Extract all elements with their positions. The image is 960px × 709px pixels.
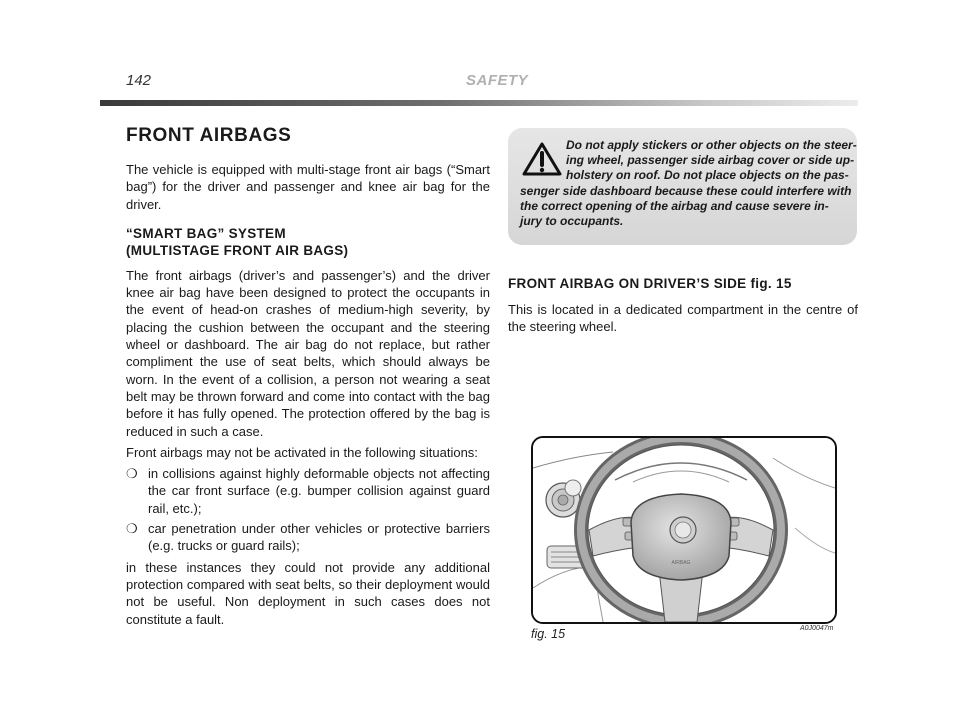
situations-list bbox=[126, 465, 490, 554]
warning-line: the correct opening of the airbag and cause severe in- bbox=[520, 198, 829, 213]
steering-wheel-illustration bbox=[533, 438, 835, 622]
body-paragraph-2: Front airbags may not be activated in the following situations: bbox=[126, 444, 478, 460]
list-item bbox=[126, 465, 490, 517]
right-column bbox=[508, 276, 858, 340]
figure-caption: fig. 15 bbox=[531, 627, 566, 641]
subsection-title-driver: FRONT AIRBAG ON DRIVER’S SIDE fig. 15 bbox=[508, 276, 792, 291]
body-paragraph-3: in these instances they could not provide any additional protection compared with seat belts, so their deployment would not be useful. Non deployment in such cases does not constitute a fault. bbox=[126, 559, 490, 627]
bullet-circle-icon: ❍ bbox=[126, 521, 138, 537]
driver-airbag-paragraph: This is located in a dedicated compartment in the centre of the steering wheel. bbox=[508, 302, 858, 335]
airbag-hub-label: AIRBAG bbox=[671, 560, 691, 566]
page-number: 142 bbox=[126, 72, 152, 89]
header-rule bbox=[100, 100, 858, 106]
running-head: SAFETY bbox=[466, 72, 529, 89]
warning-line: senger side dashboard because these could interfere with bbox=[520, 183, 852, 198]
left-column bbox=[126, 125, 490, 632]
figure-code: A0J0047m bbox=[800, 625, 834, 632]
body-paragraph-1: The front airbags (driver’s and passenger’s) and the driver knee air bag have been designed to protect the occupants in the event of head-on crashes of medium-high severity, by placing the cushion between the occupant and the steering wheel or dashboard. The air bag do not replace, but rather compliment the use of seat belts, which should always be worn. In the event of a collision, a person not wearing a seat belt may be thrown forward and come into contact with the bag before it has fully opened. The protection offered by the bag is reduced in such a case. bbox=[126, 267, 490, 439]
warning-line: ing wheel, passenger side airbag cover or side up- bbox=[566, 153, 855, 168]
warning-line: jury to occupants. bbox=[520, 214, 624, 229]
intro-paragraph: The vehicle is equipped with multi-stage front air bags (“Smart bag”) for the driver and passenger and knee air bag for the driver. bbox=[126, 162, 490, 212]
warning-line: holstery on roof. Do not place objects on the pas- bbox=[566, 168, 849, 183]
bullet-circle-icon: ❍ bbox=[126, 466, 138, 482]
section-title: FRONT AIRBAGS bbox=[126, 125, 292, 146]
steering-wheel-figure bbox=[531, 436, 837, 624]
list-item bbox=[126, 520, 490, 555]
subsection-title-line2: (MULTISTAGE FRONT AIR BAGS) bbox=[126, 242, 349, 258]
list-item-text: in collisions against highly deformable objects not affecting the car front surface (e.g. bumper collision against guard rail, etc.); bbox=[148, 466, 490, 516]
list-item-text: car penetration under other vehicles or protective barriers (e.g. trucks or guard rails); bbox=[148, 521, 490, 554]
warning-text bbox=[520, 138, 857, 229]
subsection-title bbox=[126, 225, 490, 259]
warning-box bbox=[508, 128, 857, 245]
warning-line: Do not apply stickers or other objects on the steer- bbox=[566, 138, 857, 152]
subsection-title-line1: “SMART BAG” SYSTEM bbox=[126, 225, 286, 241]
